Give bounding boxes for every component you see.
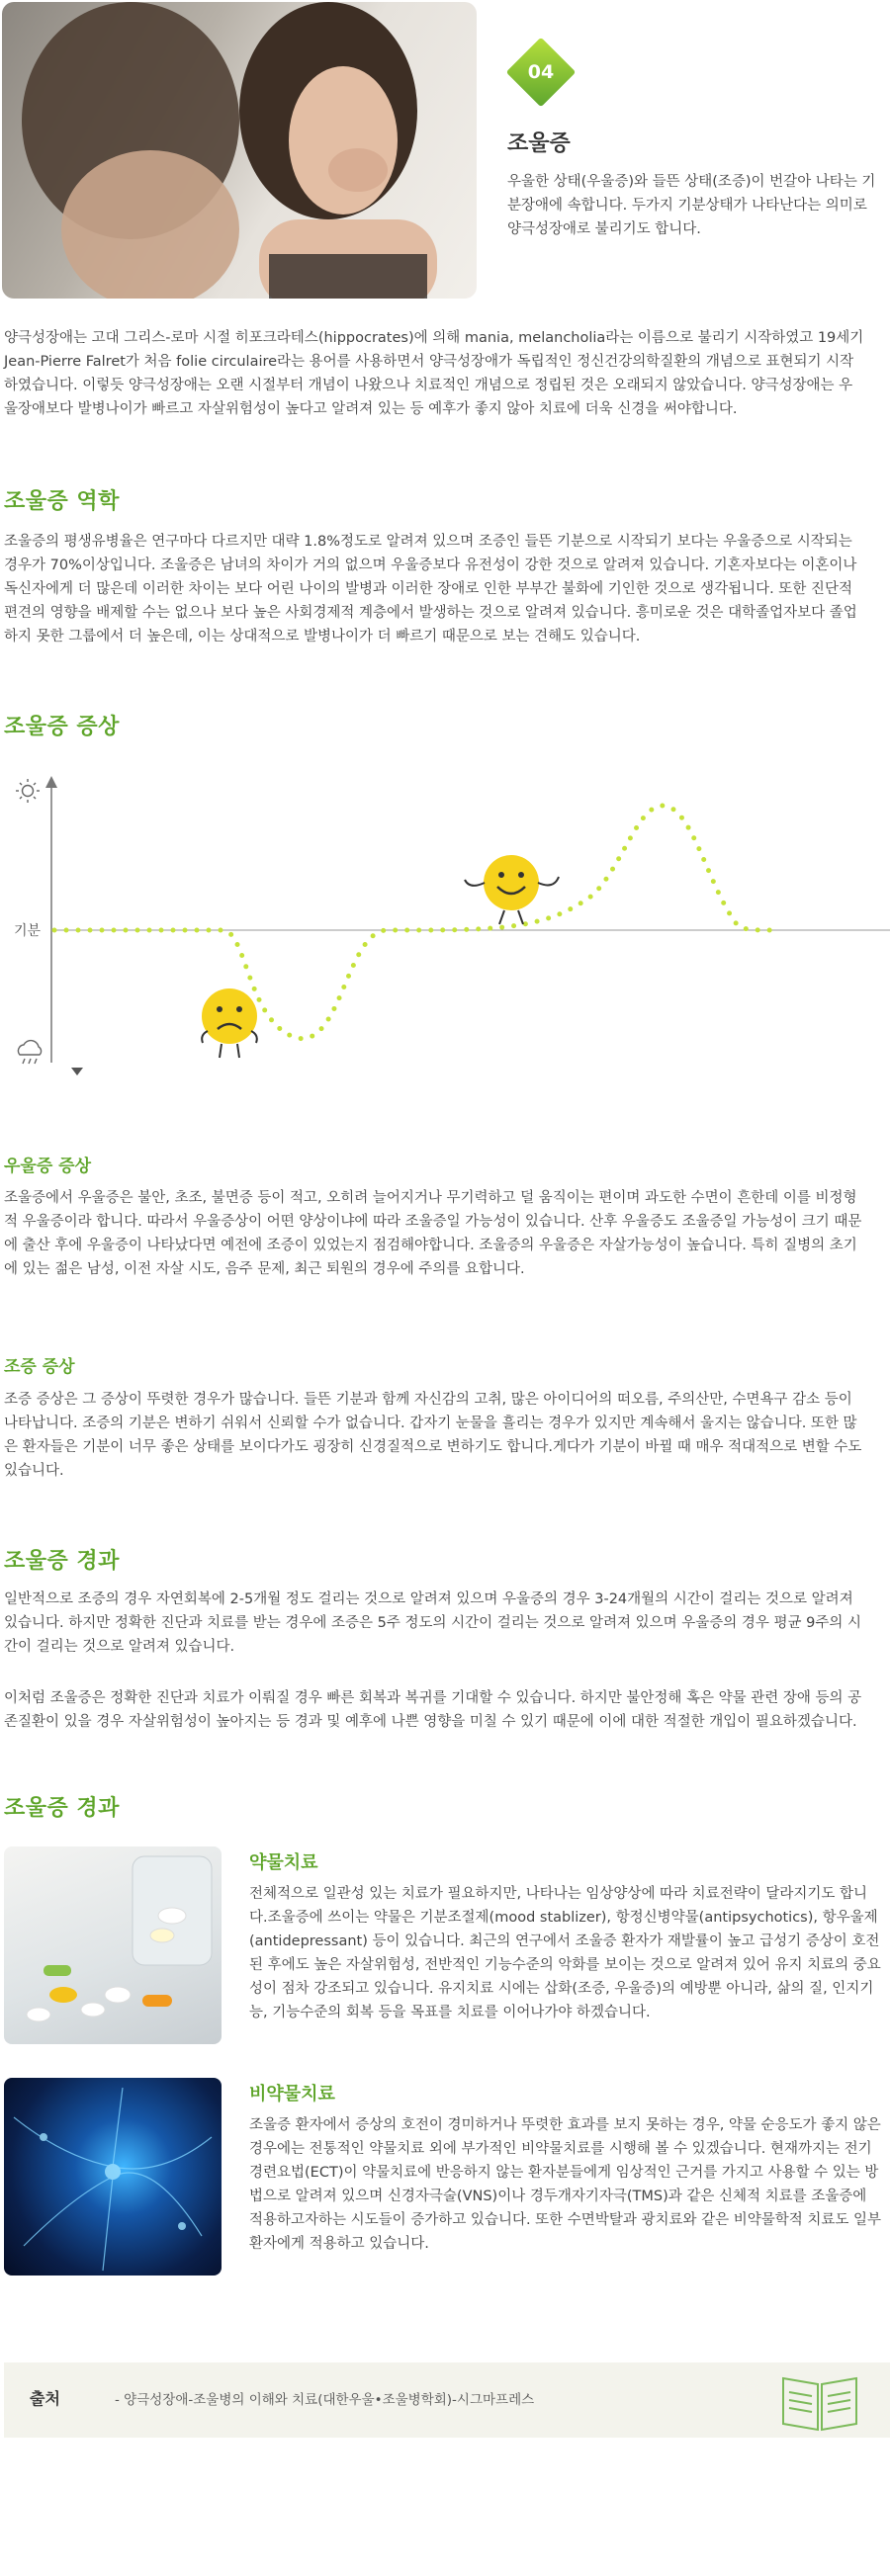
drug-treatment-title: 약물치료: [249, 1852, 318, 1873]
treatment-heading: 조울증 경과: [4, 1796, 120, 1821]
epidemiology-paragraph: 조울증의 평생유병율은 연구마다 다르지만 대략 1.8%정도로 알려져 있으며 조증인 들뜬 기분으로 시작되기 보다는 우울증으로 시작되는 경우가 70%이상입니다. 조울증은 남녀의 차이가 거의 없으며 우울증보다 유전성이 강한 것으로 알려져 있습니다. 기혼자보다는 이혼이나 독신자에게 더 많은데 이러한 차이는 보다 어린 나이의 발병과 이러한 장애로 인한 부부간 불화에 기인한 것으로 생각됩니다. 또한 진단적 편견의 영향을 배제할 수는 없으나 보다 높은 사회경제적 계층에서 발생하는 것으로 알려져 있습니다. 흥미로운 것은 대학졸업자보다 졸업하지 못한 그룹에서 더 높은데, 이는 상대적으로 발병나이가 더 빠르기 때문으로 보는 견해도 있습니다.: [4, 534, 857, 644]
source-label: 출처: [30, 2389, 60, 2408]
page-title: 조울증: [507, 131, 571, 156]
symptoms-heading: 조울증 증상: [4, 715, 120, 739]
source-citation: - 양극성장애-조울병의 이해와 치료(대한우울•조울병학회)-시그마프레스: [115, 2392, 535, 2408]
course-paragraph-1: 일반적으로 조증의 경우 자연회복에 2-5개월 정도 걸리는 것으로 알려져 있으며 우울증의 경우 3-24개월의 시간이 걸리는 것으로 알려져 있습니다. 하지만 정확한 진단과 치료를 받는 경우에 조증은 5주 정도의 시간이 걸리는 것으로 알려져 있으며 우울증의 경우 평균 9주의 시간이 걸리는 것으로 알려져 있습니다.: [4, 1591, 862, 1655]
graph-mood-label: 기분: [14, 923, 42, 939]
epidemiology-heading: 조울증 역학: [4, 489, 120, 514]
mood-curve: [54, 806, 771, 1039]
mood-graph: [0, 766, 890, 1092]
happy-face-icon: [465, 855, 559, 924]
book-icon: [775, 2368, 864, 2436]
section-number-badge: [506, 38, 576, 107]
depression-symptoms-heading: 우울증 증상: [4, 1157, 92, 1176]
nondrug-treatment-paragraph: 조울증 환자에서 증상의 호전이 경미하거나 뚜렷한 효과를 보지 못하는 경우, 약물 순응도가 좋지 않은 경우에는 전통적인 약물치료 외에 부가적인 비약물치료를 시행해 볼 수 있겠습니다. 현재까지는 전기경련요법(ECT)이 약물치료에 반응하지 않는 환자분들에게 임상적인 근거를 가지고 사용할 수 있는 방법으로 알려져 있으며 신경자극술(VNS)이나 경두개자기자극(TMS)과 같은 신체적 치료를 조울증에 적용하고자하는 시도들이 증가하고 있습니다. 또한 수면박탈과 광치료와 같은 비약물학적 치료도 일부 환자에게 적용하고 있습니다.: [249, 2117, 881, 2252]
badge-number: 04: [527, 61, 555, 83]
hero-photo: [2, 2, 477, 299]
source-box: [4, 2362, 890, 2438]
mania-symptoms-paragraph: 조증 증상은 그 증상이 뚜렷한 경우가 많습니다. 들뜬 기분과 함께 자신감의 고취, 많은 아이디어의 떠오름, 주의산만, 수면욕구 감소 등이 나타납니다. 조증의 기분은 변하기 쉬워서 신뢰할 수가 없습니다. 갑자기 눈물을 흘리는 경우가 있지만 계속해서 울지는 않습니다. 또한 많은 환자들은 기분이 너무 좋은 상태를 보이다가도 굉장히 신경질적으로 변하기도 합니다.게다가 기분이 바뀔 때 매우 적대적으로 변할 수도 있습니다.: [4, 1392, 862, 1479]
hero-description: 우울한 상태(우울증)와 들뜬 상태(조증)이 번갈아 나타는 기분장애에 속합니다. 두가지 기분상태가 나타난다는 의미로 양극성장애로 불리기도 합니다.: [507, 174, 876, 237]
women-illustration: [2, 2, 477, 299]
course-heading: 조울증 경과: [4, 1549, 120, 1574]
mania-symptoms-heading: 조증 증상: [4, 1357, 75, 1377]
depression-symptoms-paragraph: 조울증에서 우울증은 불안, 초조, 불면증 등이 적고, 오히려 늘어지거나 무기력하고 덜 움직이는 편이며 과도한 수면이 흔한데 이를 비정형적 우울증이라 합니다. 따라서 우울증상이 어떤 양상이냐에 따라 조울증일 가능성이 있습니다. 산후 우울증도 조울증일 가능성이 크기 때문에 출산 후에 우울증이 나타났다면 예전에 조증이 있었는지 점검해야합니다. 조울증의 우울증은 자살가능성이 높습니다. 특히 질병의 초기에 있는 젊은 남성, 이전 자살 시도, 음주 문제, 최근 퇴원의 경우에 주의를 요합니다.: [4, 1190, 862, 1277]
rain-cloud-icon: [18, 1041, 41, 1064]
sad-face-icon: [202, 988, 257, 1058]
pills-photo: [4, 1846, 222, 2044]
nondrug-treatment-title: 비약물치료: [249, 2084, 335, 2104]
course-paragraph-2: 이처럼 조울증은 정확한 진단과 치료가 이뤄질 경우 빠른 회복과 복귀를 기대할 수 있습니다. 하지만 불안정해 혹은 약물 관련 장애 등의 공존질환이 있을 경우 자살위험성이 높아지는 등 경과 및 예후에 나쁜 영향을 미칠 수 있기 때문에 이에 대한 적절한 개입이 필요하겠습니다.: [4, 1690, 862, 1730]
sun-icon: [16, 779, 40, 803]
axis-up-arrow: [45, 776, 57, 788]
intro-paragraph: 양극성장애는 고대 그리스-로마 시절 히포크라테스(hippocrates)에 의해 mania, melancholia라는 이름으로 불리기 시작하였고 19세기 Jean-Pierre Falret가 처음 folie circulaire라는 용어를 사용하면서 양극성장애가 독립적인 정신건강의학질환의 개념으로 표현되기 시작하였습니다. 이렇듯 양극성장애는 오랜 시절부터 개념이 나왔으나 치료적인 개념으로 정립된 것은 오래되지 않았습니다. 양극성장애는 우울장애보다 발병나이가 빠르고 자살위험성이 높다고 알려져 있는 등 예후가 좋지 않아 치료에 더욱 신경을 써야합니다.: [4, 330, 864, 417]
drug-treatment-paragraph: 전체적으로 일관성 있는 치료가 필요하지만, 나타나는 임상양상에 따라 치료전략이 달라지기도 합니다.조울증에 쓰이는 약물은 기분조절제(mood stablizer), 항정신병약물(antipsychotics), 항우울제(antidepressant) 등이 있습니다. 최근의 연구에서 조울증 환자가 재발률이 높고 급성기 증상이 호전된 후에도 높은 자살위험성, 전반적인 기능수준의 악화를 보이는 것으로 알려져 있어 유지 치료의 중요성이 점차 강조되고 있습니다. 유지치료 시에는 삽화(조증, 우울증)의 예방뿐 아니라, 삶의 질, 인지기능, 기능수준의 회복 등을 목표를 치료를 이어나가야 하겠습니다.: [249, 1886, 881, 2020]
neurons-photo: [4, 2078, 222, 2275]
axis-down-arrow: [71, 1068, 83, 1075]
